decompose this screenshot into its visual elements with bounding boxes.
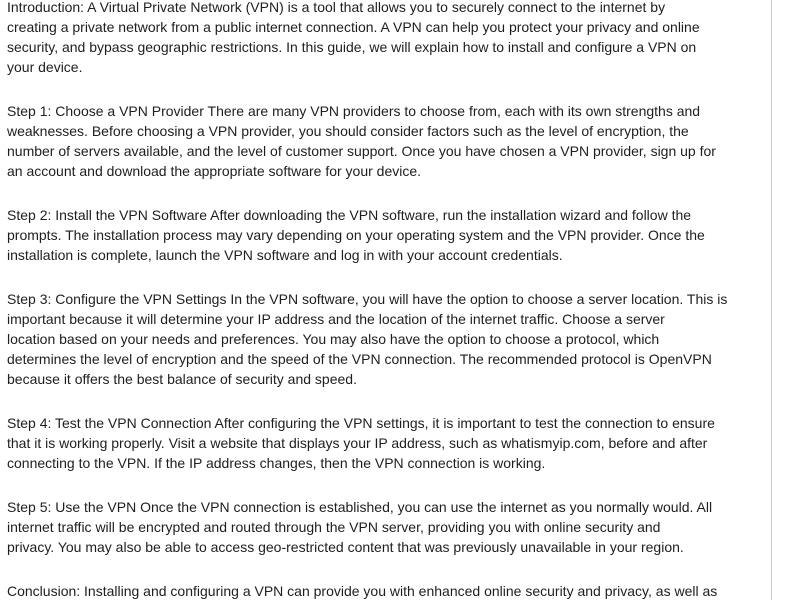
page-right-border [771,0,772,600]
paragraph-introduction: Introduction: A Virtual Private Network (VPN) is a tool that allows you to securely connect to the internet by creating a private network from a public internet connection. A VPN can help you protect your privacy and online security, and bypass geographic restrictions. In this guide, we will explain how to install and configure a VPN on your device. [7,0,700,75]
paragraph-step-2: Step 2: Install the VPN Software After downloading the VPN software, run the installation wizard and follow the prompts. The installation process may vary depending on your operating system and the VPN provider. Once the installation is complete, launch the VPN software and log in with your account credentials. [7,207,705,263]
paragraph-step-3: Step 3: Configure the VPN Settings In the VPN software, you will have the option to choose a server location. This is important because it will determine your IP address and the location of the internet traffic. Choose a server location based on your needs and preferences. You may also have the option to choose a protocol, which determines the level of encryption and the speed of the VPN connection. The recommended protocol is OpenVPN because it offers the best balance of security and speed. [7,291,728,387]
paragraph-step-5: Step 5: Use the VPN Once the VPN connection is established, you can use the internet as you normally would. All internet traffic will be encrypted and routed through the VPN server, providing you with online security and privacy. You may also be able to access geo-restricted content that was previously unavailable in your region. [7,499,713,555]
document-body[interactable] [7,0,769,600]
paragraph-step-1: Step 1: Choose a VPN Provider There are many VPN providers to choose from, each with its own strengths and weaknesses. Before choosing a VPN provider, you should consider factors such as the level of encryption, the number of servers available, and the level of customer support. Once you have chosen a VPN provider, sign up for an account and download the appropriate software for your device. [7,103,716,179]
paragraph-step-4: Step 4: Test the VPN Connection After configuring the VPN settings, it is important to test the connection to ensure that it is working properly. Visit a website that displays your IP address, such as whatismyip.com, before and after connecting to the VPN. If the IP address changes, then the VPN connection is working. [7,415,715,471]
paragraph-conclusion: Conclusion: Installing and configuring a VPN can provide you with enhanced online security and privacy, as well as [7,583,718,599]
